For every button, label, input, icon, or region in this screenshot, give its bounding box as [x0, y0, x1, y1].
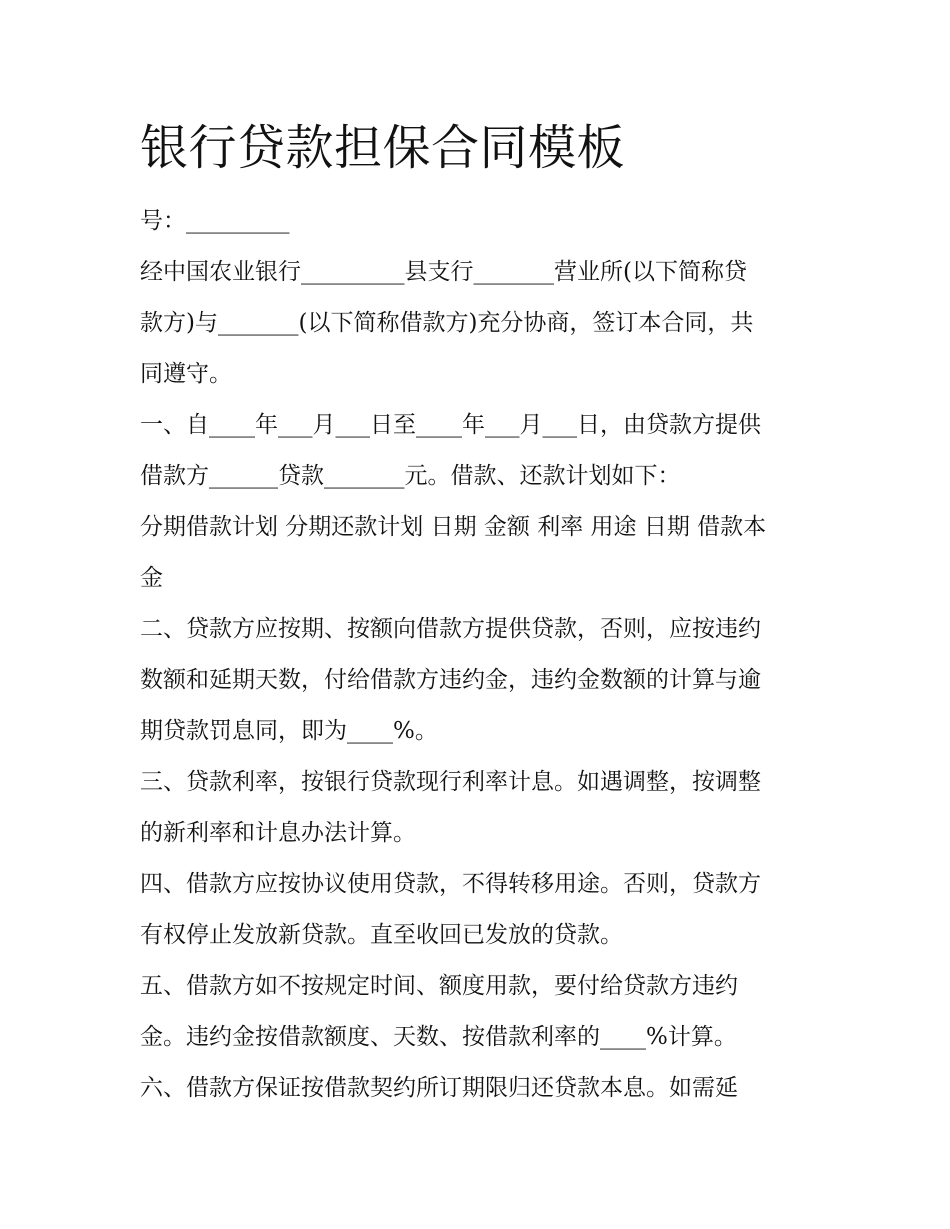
- clause-5-line: 五、借款方如不按规定时间、额度用款，要付给贷款方违约: [140, 973, 738, 999]
- clause-4-line: 有权停止发放新贷款。直至收回已发放的贷款。: [140, 922, 623, 948]
- clause-6-line: 六、借款方保证按借款契约所订期限归还贷款本息。如需延: [140, 1075, 738, 1101]
- paragraph-line: 款方)与_______(以下简称借款方)充分协商，签订本合同，共: [140, 310, 754, 336]
- clause-3-line: 的新利率和计息办法计算。: [140, 820, 416, 846]
- plan-header-line: 分期借款计划 分期还款计划 日期 金额 利率 用途 日期 借款本: [140, 514, 767, 540]
- document-body: [140, 196, 820, 1114]
- clause-1-line: 一、自____年___月___日至____年___月___日，由贷款方提供: [140, 412, 761, 438]
- clause-1-line: 借款方______贷款_______元。借款、还款计划如下：: [140, 463, 681, 489]
- clause-2-line: 数额和延期天数，付给借款方违约金，违约金数额的计算与逾: [140, 667, 761, 693]
- document-title: 银行贷款担保合同模板: [140, 120, 626, 176]
- paragraph-line: 同遵守。: [140, 361, 232, 387]
- contract-number-line: 号：_________: [140, 208, 290, 234]
- clause-4-line: 四、借款方应按协议使用贷款，不得转移用途。否则，贷款方: [140, 871, 761, 897]
- clause-2-line: 期贷款罚息同，即为____%。: [140, 718, 438, 744]
- clause-5-line: 金。违约金按借款额度、天数、按借款利率的____%计算。: [140, 1024, 737, 1050]
- plan-header-line: 金: [140, 565, 163, 591]
- clause-3-line: 三、贷款利率，按银行贷款现行利率计息。如遇调整，按调整: [140, 769, 761, 795]
- paragraph-line: 经中国农业银行_________县支行_______营业所(以下简称贷: [140, 259, 747, 285]
- clause-2-line: 二、贷款方应按期、按额向借款方提供贷款，否则，应按违约: [140, 616, 761, 642]
